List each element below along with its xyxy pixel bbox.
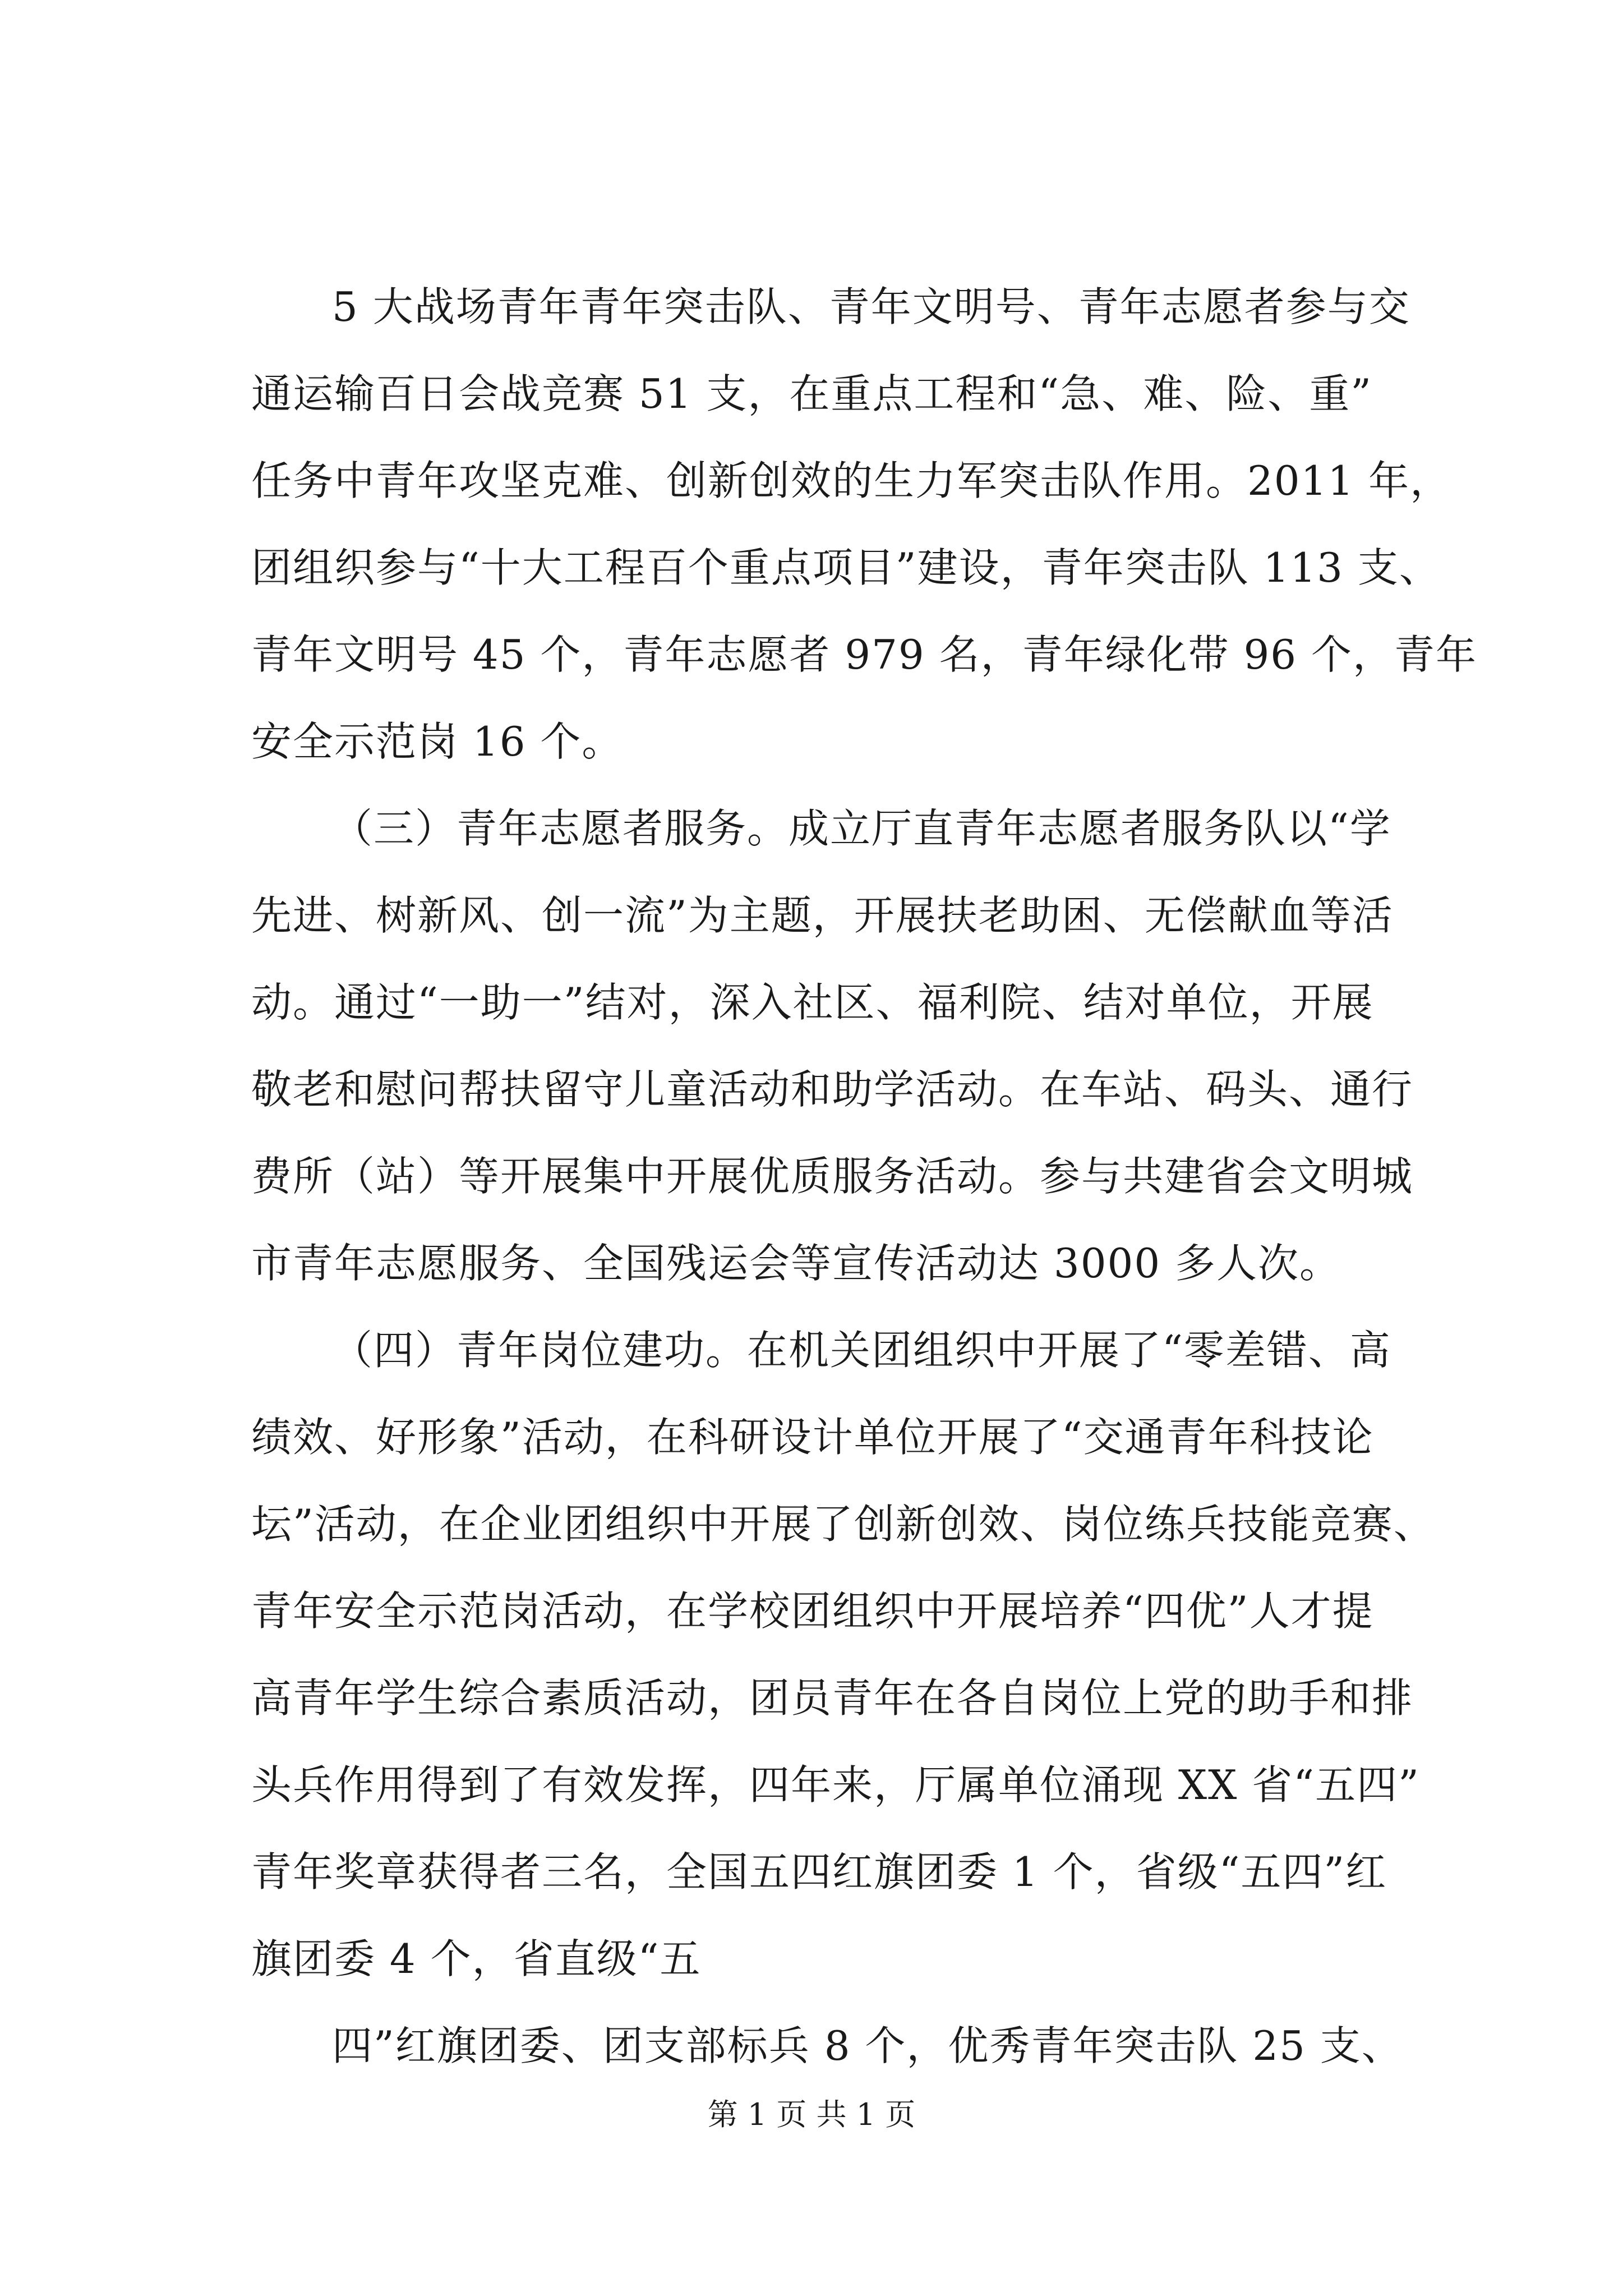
text-line: 旗团委 4 个，省直级“五 bbox=[251, 1935, 702, 1982]
text-line: 敬老和慰问帮扶留守儿童活动和助学活动。在车站、码头、通行 bbox=[251, 1066, 1414, 1113]
text-line: 坛”活动，在企业团组织中开展了创新创效、岗位练兵技能竞赛、 bbox=[251, 1501, 1435, 1548]
text-line: 团组织参与“十大工程百个重点项目”建设，青年突击队 113 支、 bbox=[251, 544, 1441, 591]
page-footer bbox=[0, 2095, 1623, 2134]
text-line: 高青年学生综合素质活动，团员青年在各自岗位上党的助手和排 bbox=[251, 1674, 1414, 1722]
text-line: 青年文明号 45 个，青年志愿者 979 名，青年绿化带 96 个，青年 bbox=[251, 631, 1477, 678]
page-number-label: 第 1 页 共 1 页 bbox=[707, 2097, 916, 2132]
text-line: 市青年志愿服务、全国残运会等宣传活动达 3000 多人次。 bbox=[251, 1240, 1341, 1287]
text-line: 任务中青年攻坚克难、创新创效的生力军突击队作用。2011 年， bbox=[251, 457, 1452, 504]
text-line: 头兵作用得到了有效发挥，四年来，厅属单位涌现 XX 省“五四” bbox=[251, 1761, 1420, 1809]
text-line: （三）青年志愿者服务。成立厅直青年志愿者服务队以“学 bbox=[332, 805, 1391, 852]
text-line: 费所（站）等开展集中开展优质服务活动。参与共建省会文明城 bbox=[251, 1153, 1414, 1200]
text-line: 5 大战场青年青年突击队、青年文明号、青年志愿者参与交 bbox=[332, 283, 1410, 330]
text-line: 动。通过“一助一”结对，深入社区、福利院、结对单位，开展 bbox=[251, 979, 1374, 1026]
text-line: 四”红旗团委、团支部标兵 8 个，优秀青年突击队 25 支、 bbox=[332, 2022, 1403, 2069]
text-line: （四）青年岗位建功。在机关团组织中开展了“零差错、高 bbox=[332, 1327, 1391, 1374]
text-line: 先进、树新风、创一流”为主题，开展扶老助困、无偿献血等活 bbox=[251, 892, 1394, 939]
text-line: 绩效、好形象”活动，在科研设计单位开展了“交通青年科技论 bbox=[251, 1414, 1374, 1461]
document-body bbox=[251, 264, 1477, 2090]
text-line: 青年安全示范岗活动，在学校团组织中开展培养“四优”人才提 bbox=[251, 1588, 1374, 1635]
text-line: 青年奖章获得者三名，全国五四红旗团委 1 个，省级“五四”红 bbox=[251, 1848, 1387, 1895]
text-line: 通运输百日会战竞赛 51 支，在重点工程和“急、难、险、重” bbox=[251, 370, 1373, 417]
text-line: 安全示范岗 16 个。 bbox=[251, 718, 624, 765]
